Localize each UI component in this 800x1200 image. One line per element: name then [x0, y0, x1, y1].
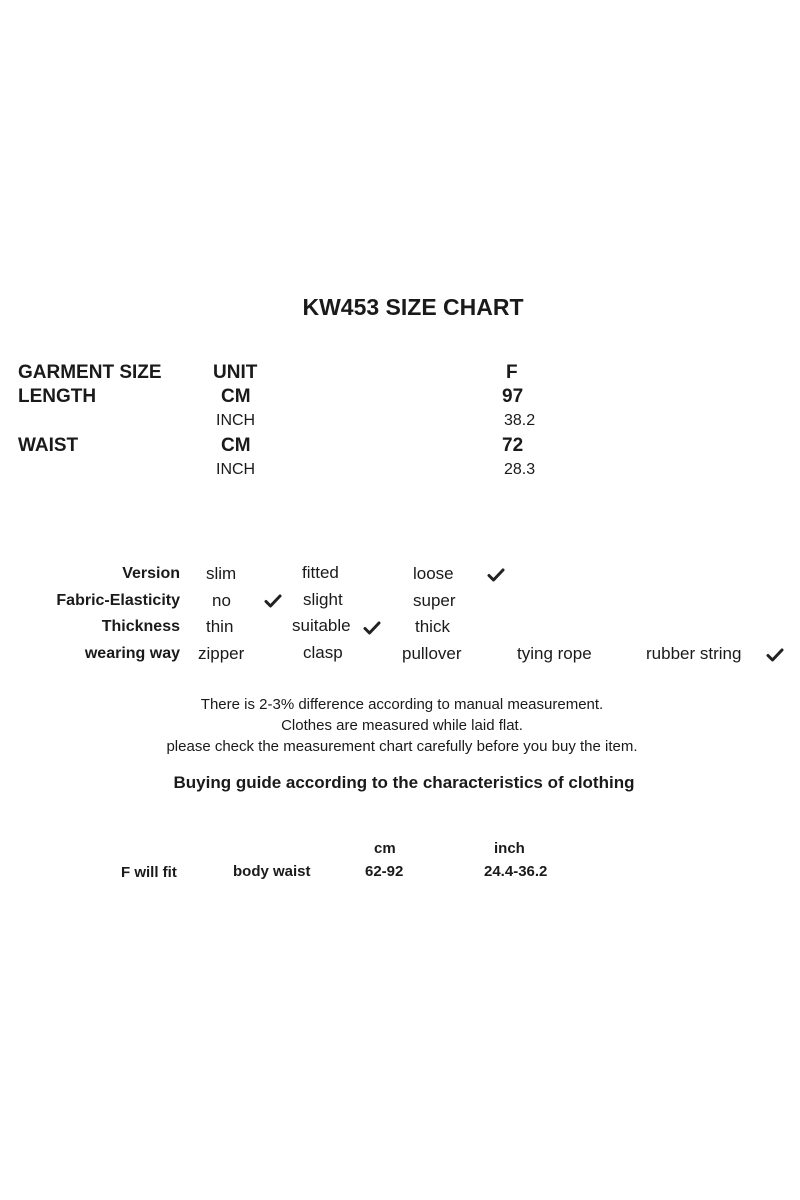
elasticity-option-no: no	[212, 591, 231, 610]
thickness-option-thick: thick	[415, 617, 450, 636]
note-laid-flat: Clothes are measured while laid flat.	[281, 717, 523, 734]
note-measurement-difference: There is 2-3% difference according to manual measurement.	[200, 696, 604, 713]
waist-label: WAIST	[18, 435, 79, 456]
length-label: LENGTH	[18, 386, 97, 407]
guide-measure-label: body waist	[233, 863, 311, 880]
elasticity-option-super: super	[413, 591, 456, 610]
thickness-option-thin: thin	[206, 617, 234, 636]
wearing-option-zipper: zipper	[198, 644, 245, 663]
check-icon	[264, 593, 282, 609]
page-title: KW453 SIZE CHART	[302, 294, 524, 320]
note-check-chart: please check the measurement chart carefully before you buy the item.	[166, 738, 638, 755]
length-cm-value: 97	[502, 386, 524, 407]
guide-size-label: F will fit	[121, 864, 177, 881]
waist-cm-unit: CM	[221, 435, 251, 456]
version-option-fitted: fitted	[302, 563, 339, 582]
wearing-way-label: wearing way	[84, 645, 180, 662]
thickness-label: Thickness	[101, 618, 180, 635]
guide-cm-value: 62-92	[365, 863, 404, 880]
length-inch-value: 38.2	[504, 412, 536, 429]
length-cm-unit: CM	[221, 386, 251, 407]
version-label: Version	[122, 565, 180, 582]
version-option-loose: loose	[413, 564, 454, 583]
wearing-option-pullover: pullover	[402, 644, 462, 663]
thickness-option-suitable: suitable	[292, 616, 351, 635]
fabric-elasticity-label: Fabric-Elasticity	[56, 592, 180, 609]
waist-cm-value: 72	[502, 435, 524, 456]
waist-inch-value: 28.3	[504, 461, 536, 478]
guide-cm-header: cm	[374, 840, 396, 857]
wearing-option-rubber-string: rubber string	[646, 644, 742, 663]
elasticity-option-slight: slight	[303, 590, 343, 609]
wearing-option-clasp: clasp	[303, 643, 343, 662]
unit-header: UNIT	[213, 362, 258, 383]
guide-inch-value: 24.4-36.2	[484, 863, 548, 880]
garment-size-header: GARMENT SIZE	[18, 362, 162, 383]
guide-inch-header: inch	[494, 840, 525, 857]
length-inch-unit: INCH	[216, 412, 256, 429]
check-icon	[487, 567, 505, 583]
waist-inch-unit: INCH	[216, 461, 256, 478]
check-icon	[766, 647, 784, 663]
wearing-option-tying-rope: tying rope	[517, 644, 592, 663]
check-icon	[363, 620, 381, 636]
buying-guide-title: Buying guide according to the characteristics of clothing	[173, 773, 635, 792]
size-f-header: F	[506, 362, 518, 383]
version-option-slim: slim	[206, 564, 237, 583]
